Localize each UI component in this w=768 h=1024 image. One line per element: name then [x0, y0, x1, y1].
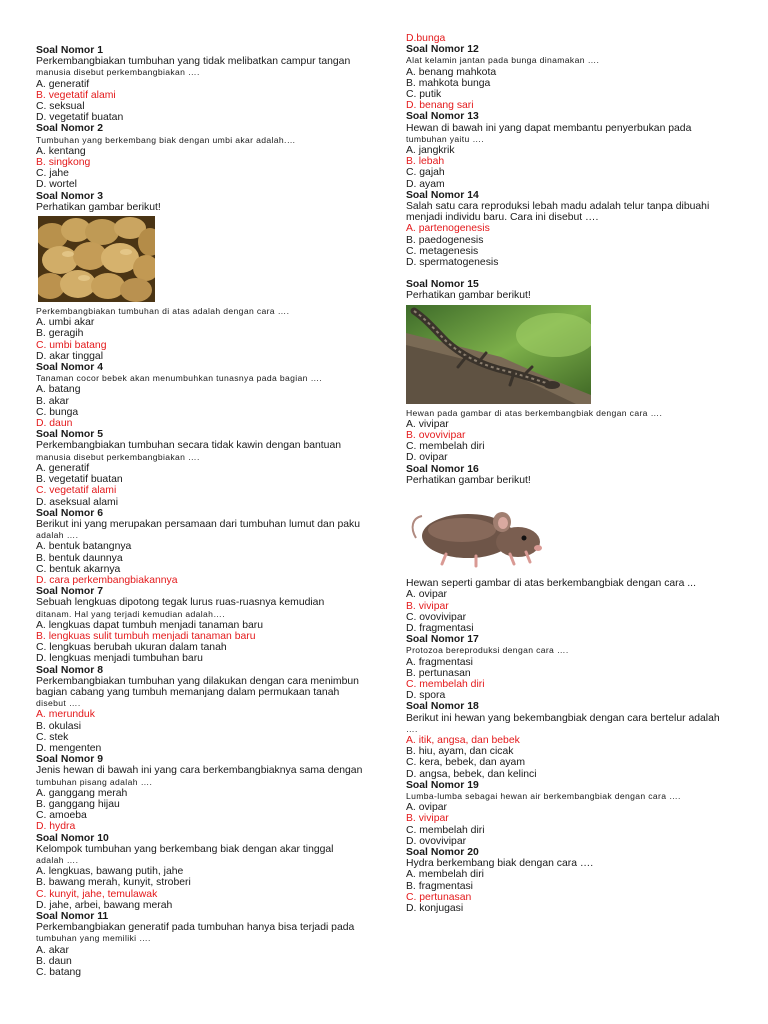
answer-option: B. mahkota bunga [406, 77, 491, 89]
question-text: …. [406, 723, 418, 734]
answer-option: C. metagenesis [406, 245, 479, 257]
question-text: ditanam. Hal yang terjadi kemudian adalah…. [36, 608, 225, 619]
answer-option: C. bentuk akarnya [36, 563, 121, 575]
answer-option: C. amoeba [36, 810, 87, 822]
question-header: Soal Nomor 11 [36, 911, 109, 923]
answer-option: B. akar [36, 395, 69, 407]
answer-option: B. pertunasan [406, 667, 471, 679]
answer-option: D. vegetatif buatan [36, 112, 124, 124]
question-text: Tanaman cocor bebek akan menumbuhkan tunasnya pada bagian …. [36, 373, 323, 384]
answer-option: B. ganggang hijau [36, 798, 120, 810]
question-text: Perkembangbiakan generatif pada tumbuhan hanya bisa terjadi pada [36, 922, 355, 934]
question-text: manusia disebut perkembangbiakan …. [36, 67, 200, 78]
answer-option: A. generatif [36, 78, 90, 90]
answer-option: A. jangkrik [406, 145, 455, 157]
question-text: Hewan di bawah ini yang dapat membantu penyerbukan pada [406, 122, 692, 134]
question-text: menjadi individu baru. Cara ini disebut …. [406, 212, 599, 224]
question-text: Perhatikan gambar berikut! [406, 474, 531, 486]
answer-option: C. stek [36, 731, 69, 743]
answer-option: A. akar [36, 944, 69, 956]
question-text: Hewan seperti gambar di atas berkembangbiak dengan cara ... [406, 578, 696, 590]
answer-option-correct: A. partenogenesis [406, 223, 490, 235]
answer-option: B. bawang merah, kunyit, stroberi [36, 877, 191, 889]
answer-option-correct: D.bunga [406, 33, 446, 44]
answer-option: D. lengkuas menjadi tumbuhan baru [36, 653, 203, 665]
question-text: Perhatikan gambar berikut! [406, 290, 531, 302]
question-text: Salah satu cara reproduksi lebah madu adalah telur tanpa dibuahi [406, 201, 710, 213]
answer-option: C. seksual [36, 101, 85, 113]
question-header: Soal Nomor 14 [406, 189, 479, 201]
answer-option: B. daun [36, 955, 72, 967]
question-header: Soal Nomor 3 [36, 190, 103, 202]
question-text: Lumba-lumba sebagai hewan air berkembangbiak dengan cara …. [406, 790, 681, 801]
answer-option: A. ganggang merah [36, 787, 128, 799]
left-column [36, 45, 366, 978]
answer-option-correct: B. vivipar [406, 813, 449, 825]
answer-option: C. bunga [36, 406, 79, 418]
answer-option: A. fragmentasi [406, 656, 473, 668]
answer-option: D. mengenten [36, 742, 102, 754]
question-text: Perkembangbiakan tumbuhan di atas adalah dengan cara …. [36, 306, 290, 317]
potato-photo [38, 216, 155, 302]
question-text: Hewan pada gambar di atas berkembangbiak dengan cara …. [406, 407, 663, 418]
answer-option: D. aseksual alami [36, 496, 119, 508]
question-text: Kelompok tumbuhan yang berkembang biak dengan akar tinggal [36, 843, 334, 855]
question-text: Protozoa bereproduksi dengan cara …. [406, 645, 569, 656]
answer-option: B. okulasi [36, 720, 82, 732]
answer-option: C. batang [36, 967, 82, 979]
answer-option: C. kera, bebek, dan ayam [406, 757, 525, 769]
question-text: Perhatikan gambar berikut! [36, 201, 161, 213]
question-header: Soal Nomor 18 [406, 701, 479, 713]
answer-option-correct: D. cara perkembangbiakannya [36, 574, 178, 586]
answer-option: B. hiu, ayam, dan cicak [406, 746, 514, 758]
answer-option: A. generatif [36, 462, 90, 474]
question-text: adalah …. [36, 855, 79, 865]
question-text: Alat kelamin jantan pada bunga dinamakan …. [406, 55, 600, 66]
question-text: Hydra berkembang biak dengan cara …. [406, 858, 594, 870]
question-header: Soal Nomor 1 [36, 45, 103, 56]
question-text: tumbuhan pisang adalah …. [36, 776, 153, 787]
answer-option: A. lengkuas dapat tumbuh menjadi tanaman baru [36, 619, 264, 631]
answer-option: D. akar tinggal [36, 350, 103, 362]
answer-option: D. fragmentasi [406, 622, 474, 634]
question-text: manusia disebut perkembangbiakan …. [36, 451, 200, 462]
answer-option: A. vivipar [406, 418, 449, 430]
question-text: disebut …. [36, 698, 81, 709]
answer-option: D. jahe, arbei, bawang merah [36, 899, 173, 911]
question-header: Soal Nomor 12 [406, 44, 479, 56]
rat-photo [406, 488, 566, 572]
question-header: Soal Nomor 20 [406, 846, 479, 858]
question-header: Soal Nomor 10 [36, 832, 109, 844]
answer-option: A. membelah diri [406, 869, 484, 881]
answer-option: A. umbi akar [36, 317, 95, 329]
answer-option: D. spora [406, 690, 446, 702]
answer-option: D. ayam [406, 178, 445, 190]
answer-option-correct: B. vegetatif alami [36, 89, 116, 101]
right-column [406, 33, 736, 914]
answer-option: B. bentuk daunnya [36, 552, 123, 564]
answer-option: A. lengkuas, bawang putih, jahe [36, 866, 184, 878]
question-text: Perkembangbiakan tumbuhan yang tidak melibatkan campur tangan [36, 56, 351, 68]
answer-option: C. ovovivipar [406, 611, 467, 623]
question-header: Soal Nomor 4 [36, 362, 103, 374]
question-text: bagian cabang yang tumbuh memanjang dalam permukaan tanah [36, 686, 340, 698]
answer-option: A. kentang [36, 145, 86, 157]
answer-option-correct: D. benang sari [406, 100, 474, 112]
answer-option: C. membelah diri [406, 441, 485, 453]
question-text: Berikut ini yang merupakan persamaan dari tumbuhan lumut dan paku [36, 518, 361, 530]
answer-option-correct: B. lebah [406, 156, 445, 168]
question-header: Soal Nomor 5 [36, 429, 103, 441]
answer-option-correct: B. singkong [36, 157, 91, 169]
answer-option-correct: B. ovovivipar [406, 430, 466, 442]
answer-option: B. geragih [36, 328, 84, 340]
spacer [406, 268, 736, 279]
answer-option: B. paedogenesis [406, 234, 484, 246]
answer-option-correct: C. membelah diri [406, 678, 485, 690]
answer-option-correct: C. kunyit, jahe, temulawak [36, 888, 158, 900]
answer-option: D. spermatogenesis [406, 257, 499, 269]
question-header: Soal Nomor 16 [406, 463, 479, 475]
answer-option-correct: D. daun [36, 418, 73, 430]
question-header: Soal Nomor 15 [406, 279, 479, 291]
answer-option: C. lengkuas berubah ukuran dalam tanah [36, 642, 227, 654]
question-header: Soal Nomor 9 [36, 754, 103, 766]
answer-option-correct: B. vivipar [406, 600, 449, 612]
answer-option: A. batang [36, 384, 81, 396]
question-text: adalah …. [36, 530, 79, 541]
answer-option-correct: D. hydra [36, 821, 76, 833]
answer-option: D. wortel [36, 179, 77, 191]
answer-option: D. angsa, bebek, dan kelinci [406, 768, 537, 780]
question-header: Soal Nomor 7 [36, 586, 103, 598]
answer-option: A. benang mahkota [406, 66, 497, 78]
question-header: Soal Nomor 8 [36, 664, 103, 676]
answer-option: D. ovovivipar [406, 835, 467, 847]
answer-option: A. ovipar [406, 802, 448, 814]
answer-option-correct: A. itik, angsa, dan bebek [406, 734, 520, 746]
answer-option: B. vegetatif buatan [36, 474, 123, 486]
question-text: Tumbuhan yang berkembang biak dengan umbi akar adalah.… [36, 134, 296, 145]
answer-option: D. ovipar [406, 452, 448, 464]
answer-option: C. jahe [36, 168, 69, 180]
question-header: Soal Nomor 2 [36, 123, 103, 135]
question-header: Soal Nomor 17 [406, 634, 479, 646]
answer-option-correct: A. merunduk [36, 709, 95, 721]
question-text: Jenis hewan di bawah ini yang cara berkembangbiaknya sama dengan [36, 765, 363, 777]
question-header: Soal Nomor 13 [406, 111, 479, 123]
question-header: Soal Nomor 19 [406, 779, 479, 791]
answer-option: B. fragmentasi [406, 880, 473, 892]
question-text: Berikut ini hewan yang bekembangbiak dengan cara bertelur adalah [406, 712, 720, 724]
answer-option: A. ovipar [406, 589, 448, 601]
question-text: tumbuhan yang memiliki …. [36, 933, 151, 944]
question-text: Sebuah lengkuas dipotong tegak lurus ruas-ruasnya kemudian [36, 597, 325, 609]
answer-option: C. membelah diri [406, 824, 485, 836]
answer-option: D. konjugasi [406, 902, 464, 914]
answer-option-correct: B. lengkuas sulit tumbuh menjadi tanaman baru [36, 630, 256, 642]
question-text: tumbuhan yaitu …. [406, 133, 485, 144]
answer-option-correct: C. pertunasan [406, 891, 472, 903]
question-header: Soal Nomor 6 [36, 507, 103, 519]
answer-option: A. bentuk batangnya [36, 541, 132, 553]
answer-option: C. gajah [406, 167, 445, 179]
question-text: Perkembangbiakan tumbuhan secara tidak kawin dengan bantuan [36, 440, 342, 452]
question-text: Perkembangbiakan tumbuhan yang dilakukan dengan cara menimbun [36, 675, 359, 687]
answer-option-correct: C. umbi batang [36, 339, 107, 351]
answer-option: C. putik [406, 89, 442, 101]
answer-option-correct: C. vegetatif alami [36, 485, 117, 497]
lizard-photo [406, 305, 591, 404]
